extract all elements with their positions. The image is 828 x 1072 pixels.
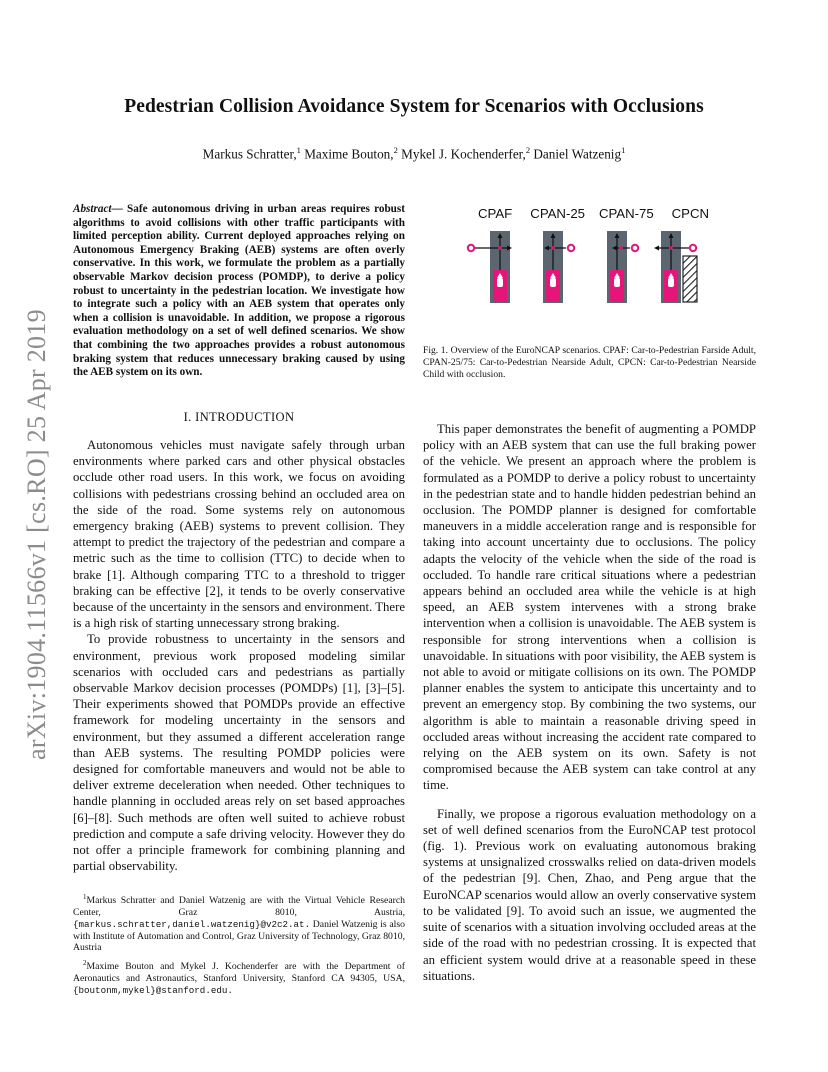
affiliation-mark: 1 — [296, 145, 301, 155]
pedestrian-icon — [468, 245, 474, 251]
figure-scenario-labels — [478, 206, 718, 221]
scenario-label: CPCN — [671, 206, 710, 221]
author-name: Markus Schratter, — [202, 146, 297, 162]
occlusion-obstacle — [683, 256, 697, 302]
scenario-cpan-75 — [607, 231, 638, 303]
paragraph-3: This paper demonstrates the benefit of augmenting a POMDP policy with an AEB system that can use the full braking power of the vehicle. We present an approach where the problem is formulated as a POMDP to derive a policy robust to uncertainty in the pedestrian state and to handle hidden pedestrian behind an occlusion. The POMDP planner is designed for comfortable maneuvers in a middle acceleration range and is responsible for taking into account uncertainty due to occlusions. The policy adapts the velocity of the vehicle when the side of the road is occluded. To handle rare critical situations where a pedestrian appears behind an occluded area while the vehicle is at high speed, an AEB system intervenes with a strong brake intervention when a collision is unavoidable. The AEB system is responsible for strong interventions when a collision is unavoidable. In situations with poor visibility, the AEB system is not able to avoid or mitigate collisions on its own. The POMDP planner enables the system to anticipate this uncertainty and to prevent an emergency stop. By combining the two systems, our algorithm is able to maintain a reasonable driving speed in occluded areas without increasing the accident rate compared to relying on the AEB system on its own. Safety is not compromised because the AEB system can take control at any time. — [423, 422, 756, 793]
section-heading: I. INTRODUCTION — [183, 410, 295, 424]
paper-title: Pedestrian Collision Avoidance System for Scenarios with Occlusions — [124, 96, 704, 117]
affiliation-mark: 2 — [525, 145, 531, 155]
abstract-label: Abstract — [73, 203, 112, 215]
paragraph-1: Autonomous vehicles must navigate safely through urban environments where parked cars and other physical obstacles occlude other road users. In this work, we focus on avoiding collisions with pedestrians crossing behind an occluded area on the side of the road. Some systems rely on autonomous emergency braking (AEB) systems to prevent collision. They attempt to predict the trajectory of the pedestrian and compare a metric such as the time to collision (TTC) to decide when to brake [1]. Although comparing TTC to a threshold to trigger braking can be effective [2], it tends to be overly conservative because of the uncertainty in the sensors and environment. There is a high risk of starting unnecessary strong braking. — [73, 438, 405, 631]
email-address[interactable]: {markus.schratter,daniel.watzenig}@v2c2.at. — [73, 918, 311, 930]
scenario-cpaf — [468, 231, 512, 303]
pedestrian-icon — [690, 245, 696, 251]
pedestrian-icon — [568, 245, 574, 251]
paragraph-4: Finally, we propose a rigorous evaluation methodology on a set of well defined scenarios from the EuroNCAP test protocol (fig. 1). Previous work on evaluating autonomous braking systems at unsignalized crosswalks relied on data-driven models of the pedestrian [9]. Chen, Zhao, and Peng argue that the EuroNCAP scenarios would allow an overly conservative system to be validated [9]. To avoid such an issue, we augmented the suite of scenarios with a situation involving occluded areas at the side of the road with no pedestrian crossing. It is expected that an efficient system would drive at a reasonable speed in these situations. — [423, 806, 756, 983]
footnote-2: $^2$Maxime Bouton and Mykel J. Kochenderfer are with the Department of Aeronautics and Astronautics, Stanford University, Stanford CA 94305, USA, {boutonm,mykel}@stanford.edu. — [73, 959, 405, 997]
left-column-body — [73, 437, 405, 874]
affiliation-mark: 1 — [621, 145, 626, 155]
author-list — [0, 145, 828, 162]
abstract-text: — Safe autonomous driving in urban areas requires robust algorithms to avoid collisions with other traffic participants with limited perception ability. Current deployed approaches relying on Autonomous Emergency Braking (AEB) systems are often overly conservative. In this work, we formulate the problem as a partially observable Markov decision process (POMDP), to derive a policy robust to uncertainty in the pedestrian location. We investigate how to integrate such a policy with an AEB system that operates only when a collision is unavoidable. In addition, we propose a rigorous evaluation methodology on a set of well defined scenarios. We show that combining the two approaches provides a robust autonomous braking system that reduces unnecessary braking caused by using the AEB system on its own. — [73, 203, 405, 379]
abstract — [73, 203, 405, 380]
author-name: Maxime Bouton, — [304, 146, 394, 162]
paragraph-2: To provide robustness to uncertainty in the sensors and environment, previous work proposed modeling similar scenarios with occluded cars and pedestrians as partially observable Markov decision processes (POMDPs) [1], [3]–[5]. Their experiments showed that POMDPs provide an effective framework for modeling uncertainty in the sensors and environment, but they assumed a different acceleration range than AEB systems. The resulting POMDP policies were designed for comfortable maneuvers and would not be able to deliver extreme deceleration when needed. Other techniques to handle planning in occluded areas rely on set based approaches [6]–[8]. Such methods are often well suited to achieve robust prediction and compute a safe driving velocity. However they do not offer a principle framework for combining planning and partial observability. — [73, 632, 405, 874]
arxiv-identifier: arXiv:1904.11566v1 [cs.RO] 25 Apr 2019 — [22, 309, 51, 760]
scenario-label: CPAN-75 — [598, 206, 654, 221]
scenario-cpcn — [654, 231, 697, 303]
email-address[interactable]: {boutonm,mykel}@stanford.edu. — [73, 985, 233, 997]
scenario-label: CPAF — [478, 206, 513, 221]
figure-caption: Fig. 1. Overview of the EuroNCAP scenarios. CPAF: Car-to-Pedestrian Farside Adult, CPAN-25/75: Car-to-Pedestrian Nearside Adult, CPCN: Car-to-Pedestrian Nearside Child with occlusion. — [423, 345, 756, 380]
author-name: Daniel Watzenig — [533, 146, 622, 162]
footnotes — [73, 892, 405, 1001]
scenario-label: CPAN-25 — [530, 206, 586, 221]
footnote-1: $^1$Markus Schratter and Daniel Watzenig are with the Virtual Vehicle Research Center, Graz 8010, Austria, {markus.schratter,daniel.watzenig}@v2c2.at. Daniel Watzenig is also with Institute of Automation and Control, Graz University of Technology, Graz 8010, Austria — [73, 893, 405, 954]
affiliation-mark: 2 — [393, 145, 398, 155]
author-name: Mykel J. Kochenderfer, — [401, 146, 526, 162]
euroncap-scenarios-figure — [465, 226, 705, 306]
right-column-body — [423, 421, 756, 984]
scenario-cpan-25 — [543, 231, 574, 303]
pedestrian-icon — [632, 245, 638, 251]
